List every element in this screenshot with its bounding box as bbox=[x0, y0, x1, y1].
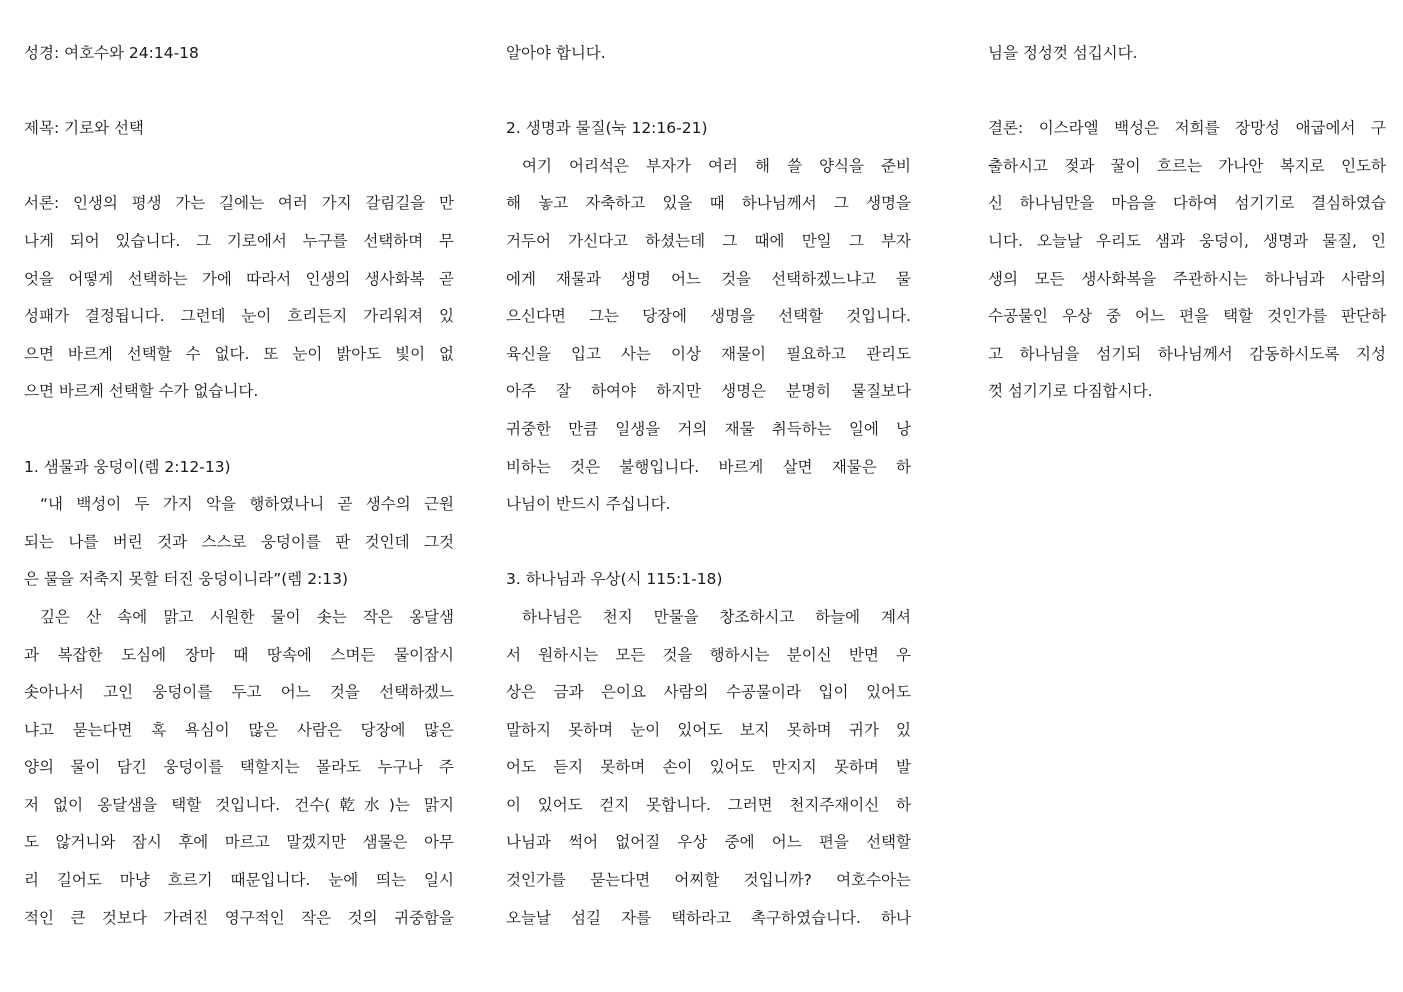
conclusion-line: 고 하나님을 섬기되 하나님께서 감동하시도록 지성 bbox=[988, 344, 1386, 363]
text-column-2 bbox=[506, 35, 911, 937]
blank-line bbox=[988, 73, 1386, 111]
section-2-body-line: 비하는 것은 불행입니다. 바르게 살면 재물은 하 bbox=[506, 457, 911, 476]
section-1-body-line: 도 않거니와 잠시 후에 마르고 말겠지만 샘물은 아무 bbox=[24, 833, 454, 852]
section-1-quote-line: 은 물을 저축지 못할 터진 웅덩이니라”(렘 2:13) bbox=[24, 570, 349, 589]
conclusion-line: 니다. 오늘날 우리도 샘과 웅덩이, 생명과 물질, 인 bbox=[988, 231, 1386, 250]
section-3-heading: 3. 하나님과 우상(시 115:1-18) bbox=[506, 570, 723, 589]
scripture-reference: 성경: 여호수와 24:14-18 bbox=[24, 44, 199, 62]
section-3-body-line: 어도 듣지 못하며 손이 있어도 만지지 못하며 발 bbox=[506, 758, 911, 777]
section-2-body-line: 거두어 가신다고 하셨는데 그 때에 만일 그 부자 bbox=[506, 231, 911, 250]
section-3-body-line: 나님과 썩어 없어질 우상 중에 어느 편을 선택할 bbox=[506, 833, 911, 852]
section-2-body-line: 육신을 입고 사는 이상 재물이 필요하고 관리도 bbox=[506, 344, 911, 363]
conclusion-line: 생의 모든 생사화복을 주관하시는 하나님과 사람의 bbox=[988, 269, 1386, 288]
section-1-body-line: 적인 큰 것보다 가려진 영구적인 작은 것의 귀중함을 bbox=[24, 908, 454, 927]
section-1-heading: 1. 샘물과 웅덩이(렘 2:12-13) bbox=[24, 457, 231, 476]
section-2-body-line: 여기 어리석은 부자가 여러 해 쓸 양식을 준비 bbox=[522, 156, 911, 175]
intro-line: 으면 바르게 선택할 수 없다. 또 눈이 밝아도 빛이 없 bbox=[24, 344, 454, 363]
section-2-body-line: 아주 잘 하여야 하지만 생명은 분명히 물질보다 bbox=[506, 382, 911, 401]
section-1-body-line: 리 길어도 마냥 흐르기 때문입니다. 눈에 띄는 일시 bbox=[24, 871, 454, 890]
section-2-heading: 2. 생명과 물질(눅 12:16-21) bbox=[506, 119, 708, 138]
section-3-body-line: 것인가를 묻는다면 어찌할 것입니까? 여호수아는 bbox=[506, 871, 911, 890]
intro-line: 엇을 어떻게 선택하는 가에 따라서 인생의 생사화복 곧 bbox=[24, 269, 454, 288]
section-1-body-line: 양의 물이 담긴 웅덩이를 택할지는 몰라도 누구나 주 bbox=[24, 758, 454, 777]
conclusion-line: 결론: 이스라엘 백성은 저희를 장망성 애굽에서 구 bbox=[988, 119, 1386, 138]
section-2-body-line: 나님이 반드시 주십니다. bbox=[506, 495, 671, 514]
blank-line bbox=[506, 73, 911, 111]
section-1-body-line: 저 없이 옹달샘을 택할 것입니다. 건수(乾水)는 맑지 bbox=[24, 795, 454, 814]
intro-line: 서론: 인생의 평생 가는 길에는 여러 가지 갈림길을 만 bbox=[24, 194, 454, 213]
section-3-body-line: 말하지 못하며 눈이 있어도 보지 못하며 귀가 있 bbox=[506, 720, 911, 739]
section-1-body-line: 깊은 산 속에 맑고 시원한 물이 솟는 작은 옹달샘 bbox=[40, 607, 454, 626]
conclusion-line: 껏 섬기기로 다짐합시다. bbox=[988, 382, 1153, 401]
sermon-title: 제목: 기로와 선택 bbox=[24, 119, 144, 138]
section-1-quote-line: “내 백성이 두 가지 악을 행하였나니 곧 생수의 근원 bbox=[40, 495, 454, 514]
section-1-body-line: 과 복잡한 도심에 장마 때 땅속에 스며든 물이잠시 bbox=[24, 645, 454, 664]
section-1-body-line: 알아야 합니다. bbox=[506, 44, 606, 62]
section-2-body-line: 에게 재물과 생명 어느 것을 선택하겠느냐고 물 bbox=[506, 269, 911, 288]
section-3-body-line: 이 있어도 걷지 못합니다. 그러면 천지주재이신 하 bbox=[506, 795, 911, 814]
blank-line bbox=[24, 73, 454, 111]
section-1-body-line: 냐고 묻는다면 혹 욕심이 많은 사람은 당장에 많은 bbox=[24, 720, 454, 739]
blank-line bbox=[24, 411, 454, 449]
section-3-body-line: 하나님은 천지 만물을 창조하시고 하늘에 계셔 bbox=[522, 607, 911, 626]
intro-line: 나게 되어 있습니다. 그 기로에서 누구를 선택하며 무 bbox=[24, 231, 454, 250]
conclusion-line: 수공물인 우상 중 어느 편을 택할 것인가를 판단하 bbox=[988, 307, 1386, 326]
section-2-body-line: 으신다면 그는 당장에 생명을 선택할 것입니다. bbox=[506, 307, 911, 326]
conclusion-line: 출하시고 젖과 꿀이 흐르는 가나안 복지로 인도하 bbox=[988, 156, 1386, 175]
section-3-body-line: 님을 정성껏 섬깁시다. bbox=[988, 44, 1138, 62]
section-1-quote-line: 되는 나를 버린 것과 스스로 웅덩이를 판 것인데 그것 bbox=[24, 532, 454, 551]
section-3-body-line: 상은 금과 은이요 사람의 수공물이라 입이 있어도 bbox=[506, 683, 911, 702]
intro-line: 으면 바르게 선택할 수가 없습니다. bbox=[24, 382, 259, 401]
blank-line bbox=[506, 524, 911, 562]
section-3-body-line: 서 원하시는 모든 것을 행하시는 분이신 반면 우 bbox=[506, 645, 911, 664]
text-column-1 bbox=[24, 35, 454, 937]
blank-line bbox=[24, 148, 454, 186]
intro-line: 성패가 결정됩니다. 그런데 눈이 흐리든지 가리워져 있 bbox=[24, 307, 454, 326]
section-2-body-line: 귀중한 만큼 일생을 거의 재물 취득하는 일에 낭 bbox=[506, 419, 911, 438]
section-2-body-line: 해 놓고 자축하고 있을 때 하나님께서 그 생명을 bbox=[506, 194, 911, 213]
section-3-body-line: 오늘날 섬길 자를 택하라고 촉구하였습니다. 하나 bbox=[506, 908, 911, 927]
conclusion-line: 신 하나님만을 마음을 다하여 섬기기로 결심하였습 bbox=[988, 194, 1386, 213]
section-1-body-line: 솟아나서 고인 웅덩이를 두고 어느 것을 선택하겠느 bbox=[24, 683, 454, 702]
text-column-3 bbox=[988, 35, 1386, 411]
